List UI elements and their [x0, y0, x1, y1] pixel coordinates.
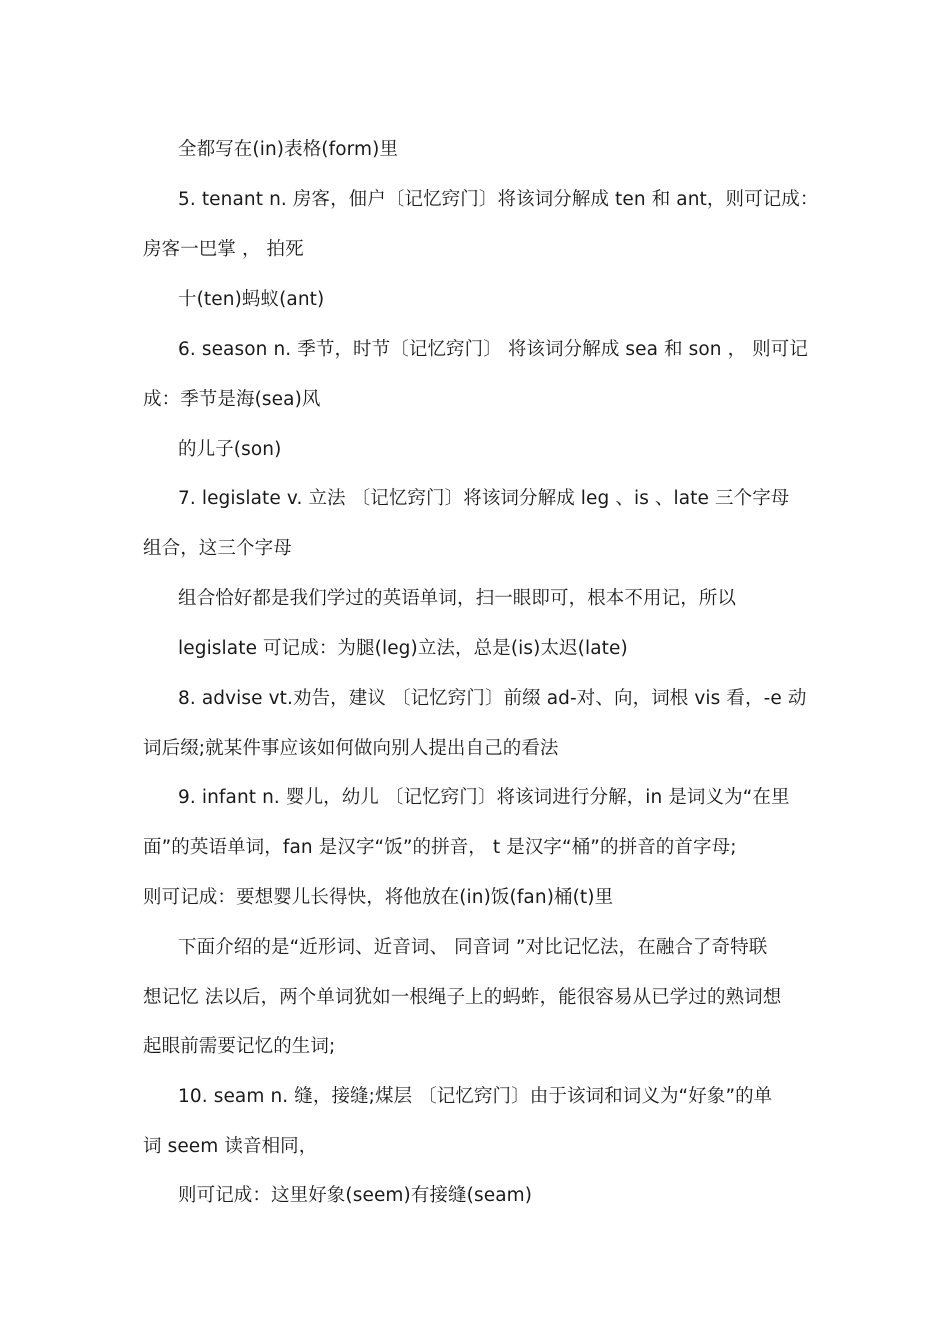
entry-season: 6. season n. 季节，时节〔记忆窍门〕 将该词分解成 sea 和 son ， 则可记 — [178, 339, 808, 360]
entry-infant: 9. infant n. 婴儿，幼儿 〔记忆窍门〕将该词进行分解，in 是词义为“在里 — [178, 787, 790, 808]
text-line: 全都写在(in)表格(form)里 — [178, 139, 399, 160]
entry-seam: 10. seam n. 缝，接缝;煤层 〔记忆窍门〕由于该词和词义为“好象”的单 — [178, 1086, 773, 1107]
text-line: 十(ten)蚂蚁(ant) — [178, 289, 325, 310]
text-line: 则可记成：要想婴儿长得快，将他放在(in)饭(fan)桶(t)里 — [143, 887, 614, 908]
text-line: 起眼前需要记忆的生词; — [143, 1036, 336, 1057]
entry-advise: 8. advise vt.劝告，建议 〔记忆窍门〕前缀 ad-对、向，词根 vis 看，-e 动 — [178, 688, 807, 709]
text-line: 面”的英语单词，fan 是汉字“饭”的拼音， t 是汉字“桶”的拼音的首字母; — [143, 837, 737, 858]
entry-tenant: 5. tenant n. 房客，佃户〔记忆窍门〕将该词分解成 ten 和 ant，则可记成： — [178, 189, 819, 210]
text-line: 词后缀;就某件事应该如何做向别人提出自己的看法 — [143, 738, 559, 759]
text-line: 想记忆 法以后，两个单词犹如一根绳子上的蚂蚱，能很容易从已学过的熟词想 — [143, 987, 782, 1008]
entry-legislate: 7. legislate v. 立法 〔记忆窍门〕将该词分解成 leg 、is 、late 三个字母 — [178, 488, 790, 509]
text-line: 组合恰好都是我们学过的英语单词，扫一眼即可，根本不用记，所以 — [178, 588, 737, 609]
intro-paragraph: 下面介绍的是“近形词、近音词、 同音词 ”对比记忆法，在融合了奇特联 — [178, 937, 768, 958]
text-line: 则可记成：这里好象(seem)有接缝(seam) — [178, 1185, 533, 1206]
text-line: legislate 可记成：为腿(leg)立法，总是(is)太迟(late) — [178, 638, 628, 659]
text-line: 词 seem 读音相同， — [143, 1136, 318, 1157]
text-line: 的儿子(son) — [178, 439, 282, 460]
text-line: 组合，这三个字母 — [143, 538, 292, 559]
text-line: 成：季节是海(sea)风 — [143, 389, 321, 410]
text-line: 房客一巴掌 ， 拍死 — [143, 239, 304, 260]
